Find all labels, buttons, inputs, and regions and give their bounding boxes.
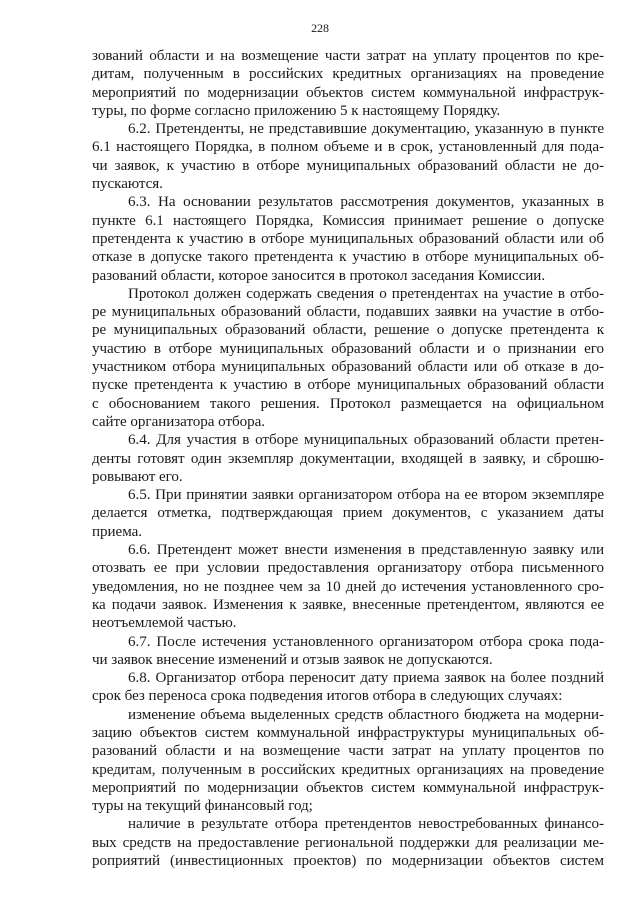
text-line: чи заявок, к участию в отборе муниципальных образований области не до- bbox=[92, 157, 604, 174]
text-line: претендента к участию в отборе муниципальных образований области или об bbox=[92, 230, 604, 247]
text-line: 6.5. При принятии заявки организатором отбора на ее втором экземпляре bbox=[128, 487, 604, 504]
text-line: чи заявок внесение изменений и отзыв заявок не допускаются. bbox=[92, 651, 493, 668]
text-line: отозвать ее при условии предоставления организатору отбора письменного bbox=[92, 560, 604, 577]
text-line: разований области и на возмещение части затрат на уплату процентов по bbox=[92, 743, 604, 760]
text-line: 6.6. Претендент может внести изменения в представленную заявку или bbox=[128, 542, 604, 559]
text-line: ре муниципальных образований области, решение о допуске претендента к bbox=[92, 322, 604, 339]
text-line: денты готовят один экземпляр документации, входящей в заявку, и сброшю- bbox=[92, 450, 604, 467]
text-line: 6.8. Организатор отбора переносит дату приема заявок на более поздний bbox=[128, 670, 604, 687]
text-line: 6.4. Для участия в отборе муниципальных образований области претен- bbox=[128, 432, 604, 449]
text-line: участником отбора муниципальных образований области или об отказе в до- bbox=[92, 359, 604, 376]
text-line: 6.3. На основании результатов рассмотрения документов, указанных в bbox=[128, 194, 604, 211]
text-line: зований области и на возмещение части затрат на уплату процентов по кре- bbox=[92, 48, 604, 64]
text-line: приема. bbox=[92, 523, 142, 540]
text-line: дитам, полученным в российских кредитных организациях на проведение bbox=[92, 66, 604, 83]
text-line: 6.2. Претенденты, не представившие документацию, указанную в пункте bbox=[128, 121, 604, 138]
text-line: с обоснованием такого решения. Протокол размещается на официальном bbox=[92, 395, 604, 412]
text-line: наличие в результате отбора претендентов невостребованных финансо- bbox=[128, 816, 604, 833]
text-line: неотъемлемой частью. bbox=[92, 615, 237, 632]
text-line: туры на текущий финансовый год; bbox=[92, 798, 313, 815]
text-line: ка подачи заявок. Изменения к заявке, внесенные претендентом, являются ее bbox=[92, 596, 604, 613]
text-line: пускаются. bbox=[92, 176, 163, 193]
text-line: отказе в допуске такого претендента к участию в отборе муниципальных об- bbox=[92, 249, 604, 266]
text-line: сайте организатора отбора. bbox=[92, 413, 265, 430]
text-line: 6.7. После истечения установленного организатором отбора срока пода- bbox=[128, 633, 604, 650]
text-line: ровывают его. bbox=[92, 468, 183, 485]
text-line: мероприятий по модернизации объектов систем коммунальной инфраструк- bbox=[92, 779, 604, 796]
text-line: ре муниципальных образований области, подавших заявки на участие в отбо- bbox=[92, 304, 604, 321]
text-line: Протокол должен содержать сведения о претендентах на участие в отбо- bbox=[128, 285, 604, 302]
text-line: срок без переноса срока подведения итогов отбора в следующих случаях: bbox=[92, 688, 563, 705]
text-line: пуске претендента к участию в отборе муниципальных образований области bbox=[92, 377, 604, 394]
text-line: уведомления, но не позднее чем за 10 дней до истечения установленного сро- bbox=[92, 578, 604, 595]
page-number: 228 bbox=[311, 21, 329, 35]
text-line: вых средств на предоставление региональной поддержки для реализации ме- bbox=[92, 834, 604, 851]
text-line: роприятий (инвестиционных проектов) по модернизации объектов систем bbox=[92, 853, 604, 870]
text-line: делается отметка, подтверждающая прием документов, с указанием даты bbox=[92, 505, 604, 522]
text-line: мероприятий по модернизации объектов систем коммунальной инфраструк- bbox=[92, 84, 604, 101]
text-line: пункте 6.1 настоящего Порядка, Комиссия принимает решение о допуске bbox=[92, 212, 604, 229]
text-line: изменение объема выделенных средств областного бюджета на модерни- bbox=[128, 706, 604, 723]
body-text bbox=[92, 47, 604, 870]
text-line: кредитам, полученным в российских кредитных организациях на проведение bbox=[92, 761, 604, 778]
text-line: участию в отборе муниципальных образований области и о признании его bbox=[92, 340, 604, 357]
text-line: зацию объектов систем коммунальной инфраструктуры муниципальных об- bbox=[92, 724, 604, 741]
text-line: 6.1 настоящего Порядка, в полном объеме и в срок, установленный для пода- bbox=[92, 139, 604, 156]
text-line: разований области, которое заносится в протокол заседания Комиссии. bbox=[92, 267, 546, 284]
text-line: туры, по форме согласно приложению 5 к настоящему Порядку. bbox=[92, 102, 501, 119]
